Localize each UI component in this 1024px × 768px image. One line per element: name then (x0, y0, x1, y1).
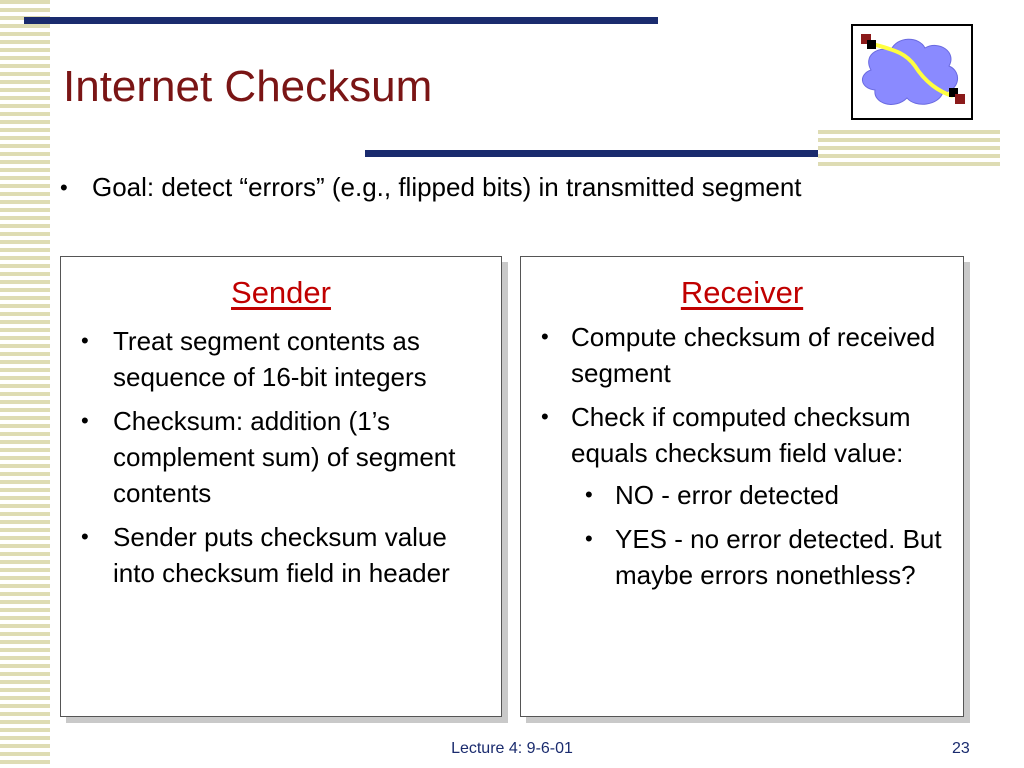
striped-decoration-block (818, 130, 1000, 170)
receiver-item (521, 399, 963, 593)
sender-heading: Sender (231, 275, 331, 310)
receiver-subitem (571, 477, 957, 513)
sender-item (61, 323, 501, 395)
bullet-marker: • (81, 328, 89, 353)
sender-item-text: Treat segment contents as sequence of 16-bit integers (113, 326, 427, 392)
receiver-item-text: Check if computed checksum equals checksum field value: (571, 402, 911, 468)
bullet-marker: • (585, 482, 593, 507)
footer-lecture: Lecture 4: 9-6-01 (451, 740, 573, 757)
bullet-marker: • (585, 526, 593, 551)
sender-item-text: Checksum: addition (1’s complement sum) of segment contents (113, 406, 456, 508)
sender-panel (60, 256, 502, 717)
receiver-subitem-text: YES - no error detected. But maybe errors nonethless? (615, 524, 942, 590)
receiver-panel (520, 256, 964, 717)
receiver-item-text: Compute checksum of received segment (571, 322, 936, 388)
bullet-marker: • (81, 524, 89, 549)
sender-item (61, 519, 501, 591)
receiver-heading: Receiver (680, 275, 804, 310)
bullet-marker: • (541, 404, 549, 429)
bullet-marker: • (541, 324, 549, 349)
receiver-subitem (571, 521, 957, 593)
goal-text: Goal: detect “errors” (e.g., flipped bits) in transmitted segment (92, 172, 802, 202)
slide-title: Internet Checksum (63, 62, 433, 111)
sender-item (61, 403, 501, 511)
receiver-subitem-text: NO - error detected (615, 480, 839, 510)
left-stripe-decoration (0, 0, 50, 768)
network-cloud-icon (851, 24, 973, 120)
goal-bullet (60, 170, 960, 205)
top-rule (24, 17, 658, 24)
bullet-marker: • (60, 175, 68, 200)
receiver-item (521, 319, 963, 391)
sender-item-text: Sender puts checksum value into checksum field in header (113, 522, 450, 588)
bullet-marker: • (81, 408, 89, 433)
page-number: 23 (952, 740, 970, 757)
